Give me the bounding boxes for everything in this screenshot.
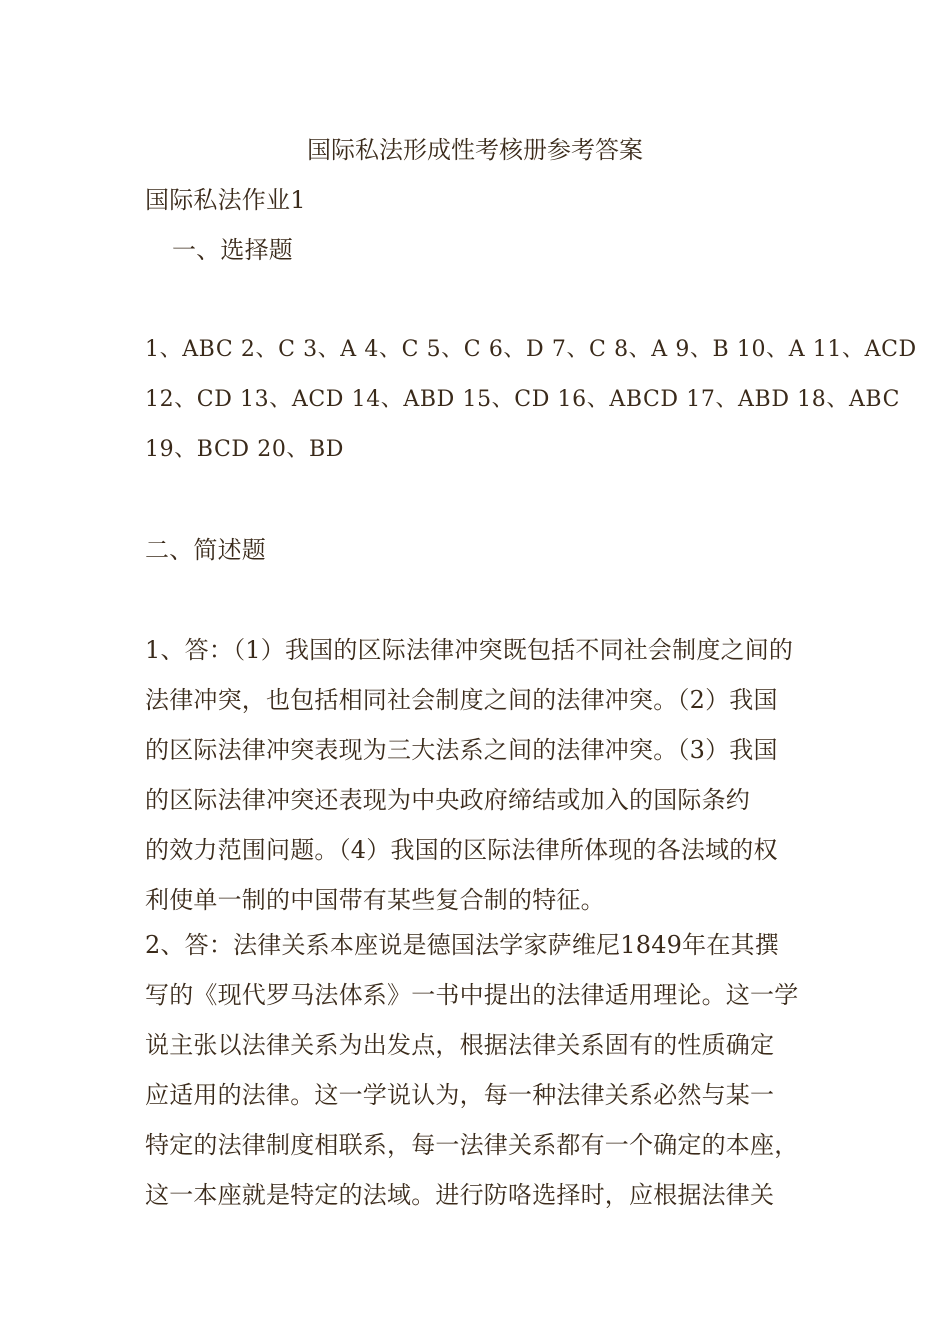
section-heading-short-answer: 二、简述题 [145,536,266,564]
body-line-5: 的效力范围问题。（4）我国的区际法律所体现的各法域的权 [145,836,778,864]
body-line-11: 特定的法律制度相联系，每一法律关系都有一个确定的本座， [145,1131,799,1159]
answer-line-1: 1、ABC 2、C 3、A 4、C 5、C 6、D 7、C 8、A 9、B 10、A 11、ACD [145,337,917,362]
body-line-2: 法律冲突，也包括相同社会制度之间的法律冲突。（2）我国 [145,686,778,714]
body-line-6: 利使单一制的中国带有某些复合制的特征。 [145,886,605,914]
assignment-heading: 国际私法作业1 [145,186,306,214]
document-title: 国际私法形成性考核册参考答案 [307,136,643,164]
body-line-10: 应适用的法律。这一学说认为，每一种法律关系必然与某一 [145,1081,775,1109]
body-line-12: 这一本座就是特定的法域。进行防咯选择时，应根据法律关 [145,1181,775,1209]
body-line-4: 的区际法律冲突还表现为中央政府缔结或加入的国际条约 [145,786,750,814]
body-line-3: 的区际法律冲突表现为三大法系之间的法律冲突。（3）我国 [145,736,778,764]
body-line-8: 写的《现代罗马法体系》一书中提出的法律适用理论。这一学 [145,981,799,1009]
section-heading-choice: 一、选择题 [172,236,293,264]
body-line-7: 2、答：法律关系本座说是德国法学家萨维尼1849年在其撰 [145,931,779,959]
body-line-9: 说主张以法律关系为出发点，根据法律关系固有的性质确定 [145,1031,775,1059]
answer-line-2: 12、CD 13、ACD 14、ABD 15、CD 16、ABCD 17、ABD 18、ABC [145,387,901,412]
body-line-1: 1、答：（1）我国的区际法律冲突既包括不同社会制度之间的 [145,636,794,664]
answer-line-3: 19、BCD 20、BD [145,437,345,462]
